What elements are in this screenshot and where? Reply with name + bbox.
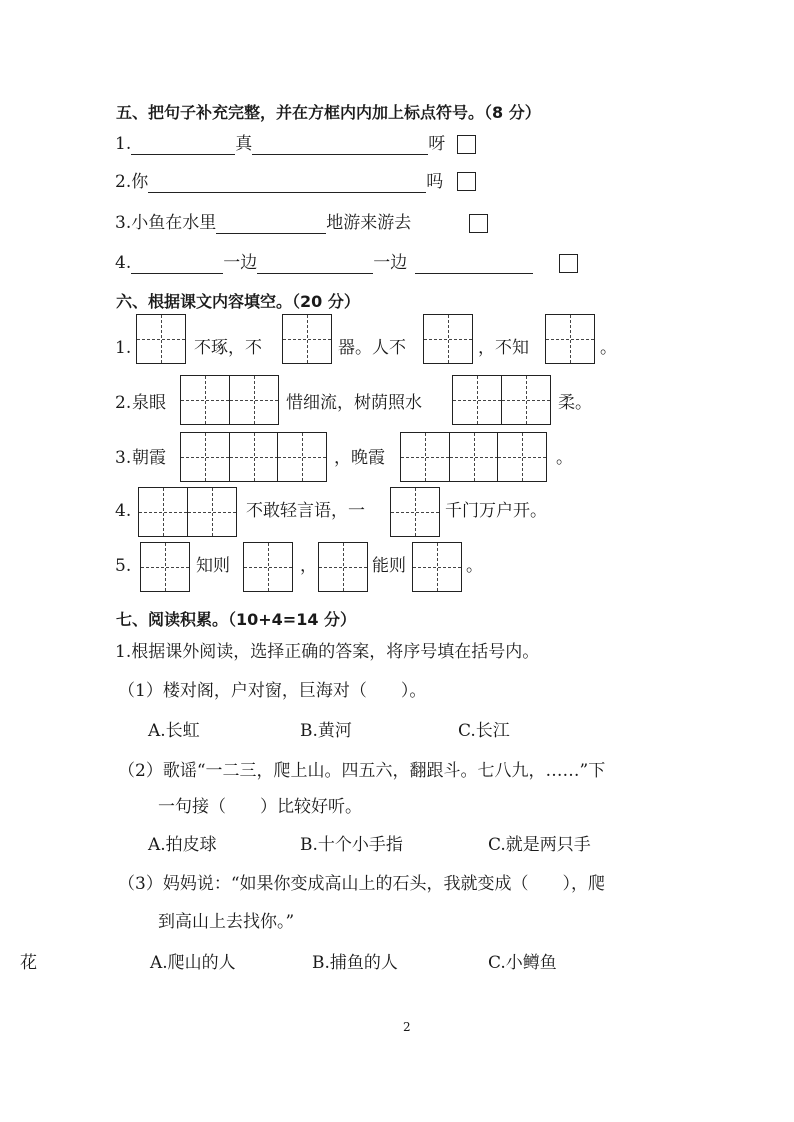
tianzige-cell[interactable]: [180, 432, 230, 482]
s5-q3-blank[interactable]: [216, 215, 326, 234]
s7-q3-option-c[interactable]: C.小鳟鱼: [488, 953, 557, 973]
tianzige-cell[interactable]: [136, 314, 186, 364]
s6-q4-grid-2: [390, 487, 439, 537]
tianzige-cell[interactable]: [229, 375, 279, 425]
s5-q1-punct-box[interactable]: [457, 135, 476, 154]
s6-q1-text-1: 不琢，不: [194, 338, 262, 358]
s6-q2-text-2: 惜细流，树荫照水: [286, 393, 422, 413]
s6-q1-grid-3: [423, 314, 472, 364]
s6-q4-text-1: 不敢轻言语，一: [246, 501, 365, 521]
s6-q5-grid-4: [412, 542, 461, 592]
tianzige-cell[interactable]: [423, 314, 473, 364]
s5-q3-word-1: 小鱼在水里: [131, 213, 217, 233]
s6-q2-number: 2.: [115, 393, 132, 413]
s6-q2-grid-1: [180, 375, 277, 425]
tianzige-cell[interactable]: [449, 432, 499, 482]
s6-q3-number: 3.: [115, 448, 132, 468]
page-number: 2: [403, 1020, 411, 1034]
s7-q2-stem-line-2: 一句接（ ）比较好听。: [158, 797, 362, 817]
s6-q3-text-1: 朝霞: [132, 448, 166, 468]
tianzige-cell[interactable]: [501, 375, 551, 425]
s6-q5-grid-1: [140, 542, 189, 592]
s7-q3-option-a[interactable]: A.爬山的人: [150, 953, 236, 973]
tianzige-cell[interactable]: [229, 432, 279, 482]
s6-q5-text-2: ，: [300, 556, 317, 576]
s6-q5-text-1: 知则: [196, 556, 230, 576]
s5-q4-punct-box[interactable]: [559, 254, 578, 273]
s5-q4-word-2: 一边: [373, 253, 408, 273]
s6-q1-grid-2: [282, 314, 331, 364]
s6-q5-text-4: 。: [466, 556, 483, 576]
s5-q4-blank-3[interactable]: [415, 255, 533, 274]
s5-q1-word-1: 真: [235, 134, 253, 154]
s5-q3-number: 3.: [115, 213, 132, 233]
s7-intro: 1.根据课外阅读，选择正确的答案，将序号填在括号内。: [115, 642, 540, 662]
tianzige-cell[interactable]: [497, 432, 547, 482]
s5-q4-blank-1[interactable]: [131, 255, 223, 274]
s5-question-3: [115, 212, 411, 234]
s6-q1-text-3: ，不知: [478, 338, 529, 358]
s6-q1-text-4: 。: [600, 338, 617, 358]
tianzige-cell[interactable]: [138, 487, 188, 537]
s5-q3-punct-box[interactable]: [469, 214, 488, 233]
tianzige-cell[interactable]: [187, 487, 237, 537]
s5-q4-number: 4.: [115, 253, 132, 273]
s5-q2-blank[interactable]: [148, 174, 426, 193]
s5-q1-blank-2[interactable]: [252, 136, 428, 155]
s5-q2-word-2: 吗: [426, 172, 444, 192]
s7-q3-stem-line-2: 到高山上去找你。”: [158, 912, 295, 932]
section-7-heading: 七、阅读积累。（10+4=14 分）: [116, 610, 357, 629]
section-6-heading: 六、根据课文内容填空。（20 分）: [116, 292, 360, 311]
s6-q1-grid-1: [136, 314, 185, 364]
tianzige-cell[interactable]: [318, 542, 368, 592]
s7-q1-option-b[interactable]: B.黄河: [300, 721, 352, 741]
s7-q2-option-c[interactable]: C.就是两只手: [488, 835, 591, 855]
s7-q1-option-a[interactable]: A.长虹: [148, 721, 200, 741]
s7-q1-stem: （1）楼对阁，户对窗，巨海对（ ）。: [118, 681, 427, 701]
s6-q4-number: 4.: [115, 501, 132, 521]
tianzige-cell[interactable]: [180, 375, 230, 425]
s6-q2-grid-2: [452, 375, 549, 425]
tianzige-cell[interactable]: [390, 487, 440, 537]
s7-q1-option-c[interactable]: C.长江: [458, 721, 510, 741]
s6-q3-text-3: 。: [556, 448, 573, 468]
s6-q2-text-3: 柔。: [558, 393, 592, 413]
s6-q1-grid-4: [545, 314, 594, 364]
tianzige-cell[interactable]: [282, 314, 332, 364]
s6-q3-grid-1: [180, 432, 326, 482]
tianzige-cell[interactable]: [412, 542, 462, 592]
s5-q2-word-1: 你: [131, 172, 149, 192]
s5-q2-number: 2.: [115, 172, 132, 192]
s6-q2-text-1: 泉眼: [132, 393, 166, 413]
s7-q2-option-b[interactable]: B.十个小手指: [300, 835, 403, 855]
s7-q3-margin-char: 花: [20, 953, 37, 973]
s5-question-2: [115, 171, 443, 193]
s6-q3-grid-2: [400, 432, 546, 482]
s7-q2-option-a[interactable]: A.拍皮球: [148, 835, 217, 855]
s7-q3-stem-line-1: （3）妈妈说：“如果你变成高山上的石头，我就变成（ ），爬: [118, 874, 606, 894]
s6-q5-text-3: 能则: [372, 556, 406, 576]
tianzige-cell[interactable]: [243, 542, 293, 592]
s5-q1-blank-1[interactable]: [131, 136, 235, 155]
s6-q1-number: 1.: [115, 338, 132, 358]
section-5-heading: 五、把句子补充完整，并在方框内内加上标点符号。（8 分）: [116, 103, 541, 122]
s5-question-4: [115, 252, 533, 274]
s7-q3-option-b[interactable]: B.捕鱼的人: [312, 953, 398, 973]
s6-q4-text-2: 千门万户开。: [445, 501, 547, 521]
s6-q1-text-2: 器。人不: [338, 338, 406, 358]
s6-q5-grid-3: [318, 542, 367, 592]
tianzige-cell[interactable]: [452, 375, 502, 425]
s6-q5-grid-2: [243, 542, 292, 592]
s5-q1-word-2: 呀: [428, 134, 446, 154]
s5-q1-number: 1.: [115, 134, 132, 154]
s7-q2-stem-line-1: （2）歌谣“一二三，爬上山。四五六，翻跟斗。七八九，……”下: [118, 761, 606, 781]
s6-q5-number: 5.: [115, 556, 132, 576]
s5-q2-punct-box[interactable]: [457, 172, 476, 191]
s5-q4-word-1: 一边: [223, 253, 258, 273]
s6-q3-text-2: ，晚霞: [334, 448, 385, 468]
tianzige-cell[interactable]: [400, 432, 450, 482]
s6-q4-grid-1: [138, 487, 235, 537]
s5-question-1: [115, 133, 445, 155]
s5-q3-word-2: 地游来游去: [326, 213, 412, 233]
tianzige-cell[interactable]: [140, 542, 190, 592]
tianzige-cell[interactable]: [545, 314, 595, 364]
s5-q4-blank-2[interactable]: [257, 255, 373, 274]
tianzige-cell[interactable]: [277, 432, 327, 482]
